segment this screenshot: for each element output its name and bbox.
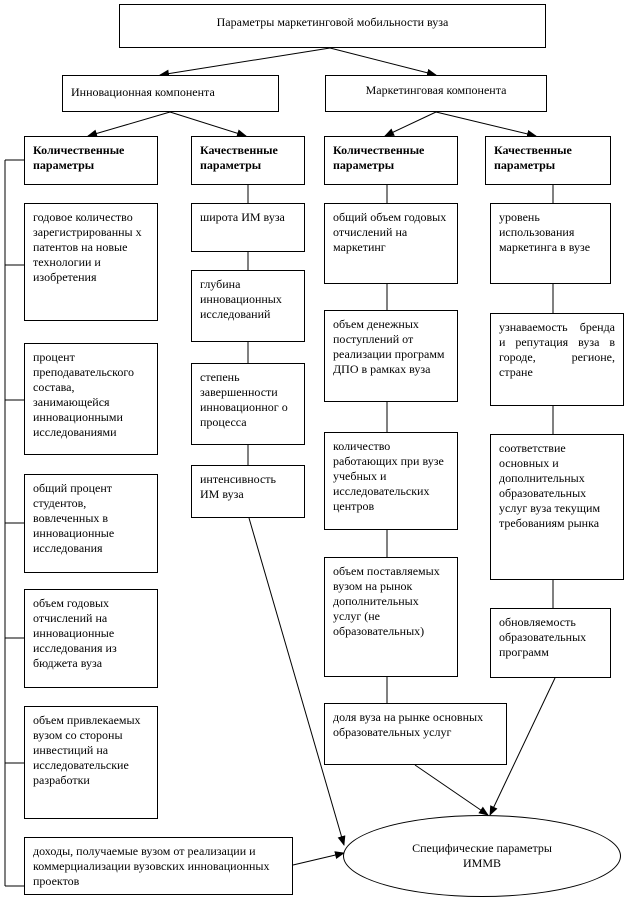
innov-qual-item bbox=[191, 465, 305, 518]
market-qual-item bbox=[490, 608, 611, 678]
market-quant-item bbox=[324, 203, 458, 284]
innov-quant-item-text: годовое количество зарегистрированны х патентов на новые технологии и изобретения bbox=[33, 210, 142, 284]
market-quant-item bbox=[324, 432, 458, 530]
innov-quant-item-text: общий процент студентов, вовлеченных в инновационные исследования bbox=[33, 481, 115, 555]
innov-qual-item-text: интенсивность ИМ вуза bbox=[200, 472, 277, 501]
result-oval bbox=[343, 815, 621, 897]
innov-qual-item bbox=[191, 270, 305, 342]
innov-qual-header bbox=[191, 136, 305, 185]
innov-quant-item bbox=[24, 589, 158, 688]
market-qual-item bbox=[490, 203, 611, 284]
innov-quant-item bbox=[24, 706, 158, 819]
innov-quant-item-text: процент преподавательского состава, занимающейся инновационными исследованиями bbox=[33, 350, 134, 439]
market-qual-header bbox=[485, 136, 611, 185]
market-quant-header-label: Количественные параметры bbox=[333, 143, 425, 172]
innov-quant-item-text: объем годовых отчислений на инновационные исследования из бюджета вуза bbox=[33, 596, 117, 670]
innov-qual-item-text: широта ИМ вуза bbox=[200, 210, 285, 224]
innov-qual-item-text: степень завершенности инновационног о процесса bbox=[200, 370, 288, 429]
title-text: Параметры маркетинговой мобильности вуза bbox=[216, 15, 449, 29]
market-qual-item bbox=[490, 434, 624, 580]
innovation-component-box bbox=[62, 75, 279, 112]
market-qual-header-label: Качественные параметры bbox=[494, 143, 572, 172]
innov-quant-header-label: Количественные параметры bbox=[33, 143, 125, 172]
innov-quant-item bbox=[24, 203, 158, 321]
innov-quant-item bbox=[24, 474, 158, 573]
marketing-component-box bbox=[325, 75, 547, 112]
market-quant-header bbox=[324, 136, 458, 185]
innov-quant-header bbox=[24, 136, 158, 185]
innov-qual-item bbox=[191, 203, 305, 252]
innov-quant-item bbox=[24, 837, 293, 895]
innov-quant-item-text: объем привлекаемых вузом со стороны инвестиций на исследовательские разработки bbox=[33, 713, 141, 787]
market-quant-item bbox=[324, 703, 507, 765]
market-quant-item-text: объем поставляемых вузом на рынок дополнительных услуг (не образовательных) bbox=[333, 564, 440, 638]
innov-qual-header-label: Качественные параметры bbox=[200, 143, 278, 172]
result-text: Специфические параметры ИММВ bbox=[412, 841, 552, 870]
title-box bbox=[119, 4, 546, 48]
market-qual-item-text: обновляемость образовательных программ bbox=[499, 615, 587, 659]
market-quant-item-text: общий объем годовых отчислений на маркетинг bbox=[333, 210, 447, 254]
market-qual-item-text: узнаваемость бренда и репутация вуза в городе, регионе, стране bbox=[499, 320, 615, 379]
innov-quant-item bbox=[24, 343, 158, 455]
innov-qual-item bbox=[191, 363, 305, 445]
market-quant-item bbox=[324, 310, 458, 402]
innovation-component-label: Инновационная компонента bbox=[71, 85, 215, 99]
innov-qual-item-text: глубина инновационных исследований bbox=[200, 277, 282, 321]
market-quant-item-text: количество работающих при вузе учебных и исследовательских центров bbox=[333, 439, 444, 513]
market-quant-item-text: доля вуза на рынке основных образовательных услуг bbox=[333, 710, 484, 739]
market-qual-item bbox=[490, 313, 624, 406]
innov-quant-item-text: доходы, получаемые вузом от реализации и коммерциализации вузовских инновационных проектов bbox=[33, 844, 270, 888]
market-quant-item bbox=[324, 557, 458, 677]
market-qual-item-text: уровень использования маркетинга в вузе bbox=[499, 210, 591, 254]
market-quant-item-text: объем денежных поступлений от реализации программ ДПО в рамках вуза bbox=[333, 317, 445, 376]
market-qual-item-text: соответствие основных и дополнительных образовательных услуг вуза текущим требованиям рынка bbox=[499, 441, 601, 530]
marketing-component-label: Маркетинговая компонента bbox=[365, 83, 507, 97]
